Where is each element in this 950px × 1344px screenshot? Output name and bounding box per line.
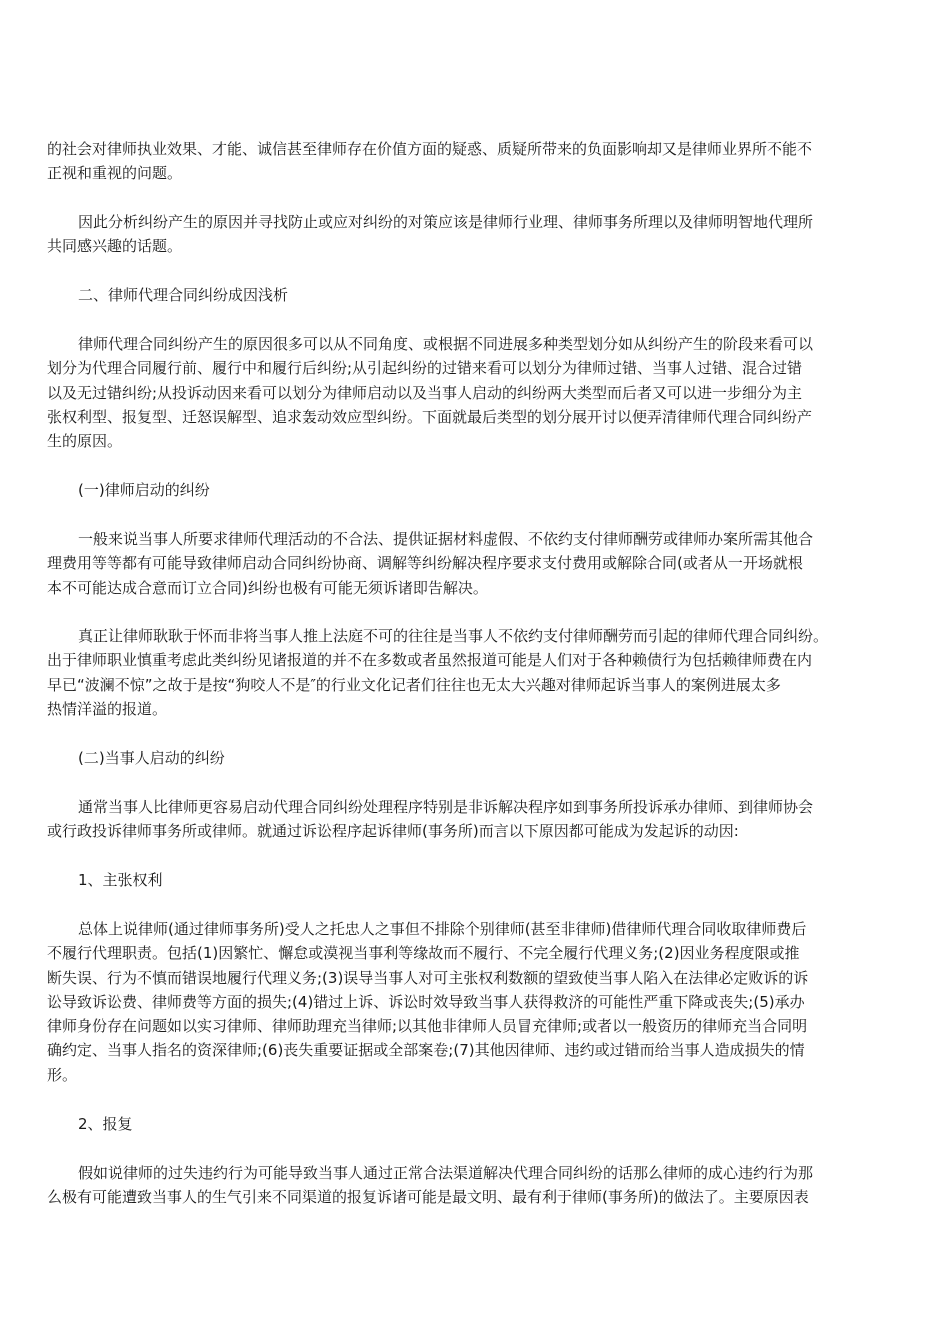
text-line: 讼导致诉讼费、律师费等方面的损失;(4)错过上诉、诉讼时效导致当事人获得救济的可能性严重下降或丧失;(5)承办 xyxy=(47,992,805,1011)
text-line: 形。 xyxy=(47,1065,78,1084)
text-line: 热情洋溢的报道。 xyxy=(47,699,168,718)
heading-line: (一)律师启动的纠纷 xyxy=(78,481,210,499)
text-line: 不履行代理职责。包括(1)因繁忙、懈怠或漠视当事利等缘故而不履行、不完全履行代理义务;(2)因业务程度限或推 xyxy=(47,944,800,963)
paragraph-4 xyxy=(47,527,907,600)
paragraph-6 xyxy=(47,795,907,844)
text-line: 张权利型、报复型、迁怒误解型、追求轰动效应型纠纷。下面就最后类型的划分展开讨以便弄清律师代理合同纠纷产 xyxy=(47,407,813,426)
paragraph-3 xyxy=(47,332,907,453)
paragraph-5 xyxy=(47,624,907,721)
text-line: 出于律师职业慎重考虑此类纠纷见诸报道的并不在多数或者虽然报道可能是人们对于各种赖债行为包括赖律师费在内 xyxy=(47,651,813,670)
text-line: 假如说律师的过失违约行为可能导致当事人通过正常合法渠道解决代理合同纠纷的话那么律师的成心违约行为那 xyxy=(78,1164,814,1182)
text-line: 本不可能达成合意而订立合同)纠纷也极有可能无须诉诸即告解决。 xyxy=(47,578,488,597)
text-line: 么极有可能遭致当事人的生气引来不同渠道的报复诉诸可能是最文明、最有利于律师(事务所)的做法了。主要原因表 xyxy=(47,1188,809,1207)
text-line: 总体上说律师(通过律师事务所)受人之托忠人之事但不排除个别律师(甚至非律师)借律师代理合同收取律师费后 xyxy=(78,920,807,938)
text-line: 以及无过错纠纷;从投诉动因来看可以划分为律师启动以及当事人启动的纠纷两大类型而后者又可以进一步细分为主 xyxy=(47,383,803,402)
paragraph-7 xyxy=(47,917,907,1087)
text-line: 因此分析纠纷产生的原因并寻找防止或应对纠纷的对策应该是律师行业理、律师事务所理以及律师明智地代理所 xyxy=(78,213,814,231)
heading-line: (二)当事人启动的纠纷 xyxy=(78,749,225,767)
text-line: 通常当事人比律师更容易启动代理合同纠纷处理程序特别是非诉解决程序如到事务所投诉承办律师、到律师协会 xyxy=(78,798,814,816)
heading-line: 1、主张权利 xyxy=(78,871,163,889)
text-line: 早已“波澜不惊”之故于是按“狗咬人不是″的行业文化记者们往往也无太大兴趣对律师起诉当事人的案例进展太多 xyxy=(47,675,781,694)
subsection-heading-1 xyxy=(47,478,907,502)
text-line: 划分为代理合同履行前、履行中和履行后纠纷;从引起纠纷的过错来看可以划分为律师过错、当事人过错、混合过错 xyxy=(47,359,803,378)
paragraph-8 xyxy=(47,1161,907,1210)
item-heading-2 xyxy=(47,1112,907,1136)
section-heading-2 xyxy=(47,283,907,307)
text-line: 的社会对律师执业效果、才能、诚信甚至律师存在价值方面的疑惑、质疑所带来的负面影响却又是律师业界所不能不 xyxy=(47,140,813,158)
text-line: 一般来说当事人所要求律师代理活动的不合法、提供证据材料虚假、不依约支付律师酬劳或律师办案所需其他合 xyxy=(78,530,814,548)
text-line: 断失误、行为不慎而错误地履行代理义务;(3)误导当事人对可主张权利数额的望致使当事人陷入在法律必定败诉的诉 xyxy=(47,968,809,987)
item-heading-1 xyxy=(47,868,907,892)
text-line: 真正让律师耿耿于怀而非将当事人推上法庭不可的往往是当事人不依约支付律师酬劳而引起的律师代理合同纠纷。 xyxy=(78,627,829,645)
text-line: 正视和重视的问题。 xyxy=(47,164,183,183)
text-line: 确约定、当事人指名的资深律师;(6)丧失重要证据或全部案卷;(7)其他因律师、违约或过错而给当事人造成损失的情 xyxy=(47,1041,805,1060)
text-line: 律师身份存在问题如以实习律师、律师助理充当律师;以其他非律师人员冒充律师;或者以一般资历的律师充当合同明 xyxy=(47,1017,808,1036)
heading-line: 2、报复 xyxy=(78,1115,133,1133)
text-line: 生的原因。 xyxy=(47,432,123,451)
heading-line: 二、律师代理合同纠纷成因浅析 xyxy=(78,286,289,304)
subsection-heading-2 xyxy=(47,746,907,770)
text-line: 共同感兴趣的话题。 xyxy=(47,237,183,256)
text-line: 或行政投诉律师事务所或律师。就通过诉讼程序起诉律师(事务所)而言以下原因都可能成为发起诉的动因: xyxy=(47,822,739,841)
text-line: 律师代理合同纠纷产生的原因很多可以从不同角度、或根据不同进展多种类型划分如从纠纷产生的阶段来看可以 xyxy=(78,335,814,353)
paragraph-2 xyxy=(47,210,907,259)
text-line: 理费用等等都有可能导致律师启动合同纠纷协商、调解等纠纷解决程序要求支付费用或解除合同(或者从一开场就根 xyxy=(47,554,803,573)
paragraph-1 xyxy=(47,137,907,186)
